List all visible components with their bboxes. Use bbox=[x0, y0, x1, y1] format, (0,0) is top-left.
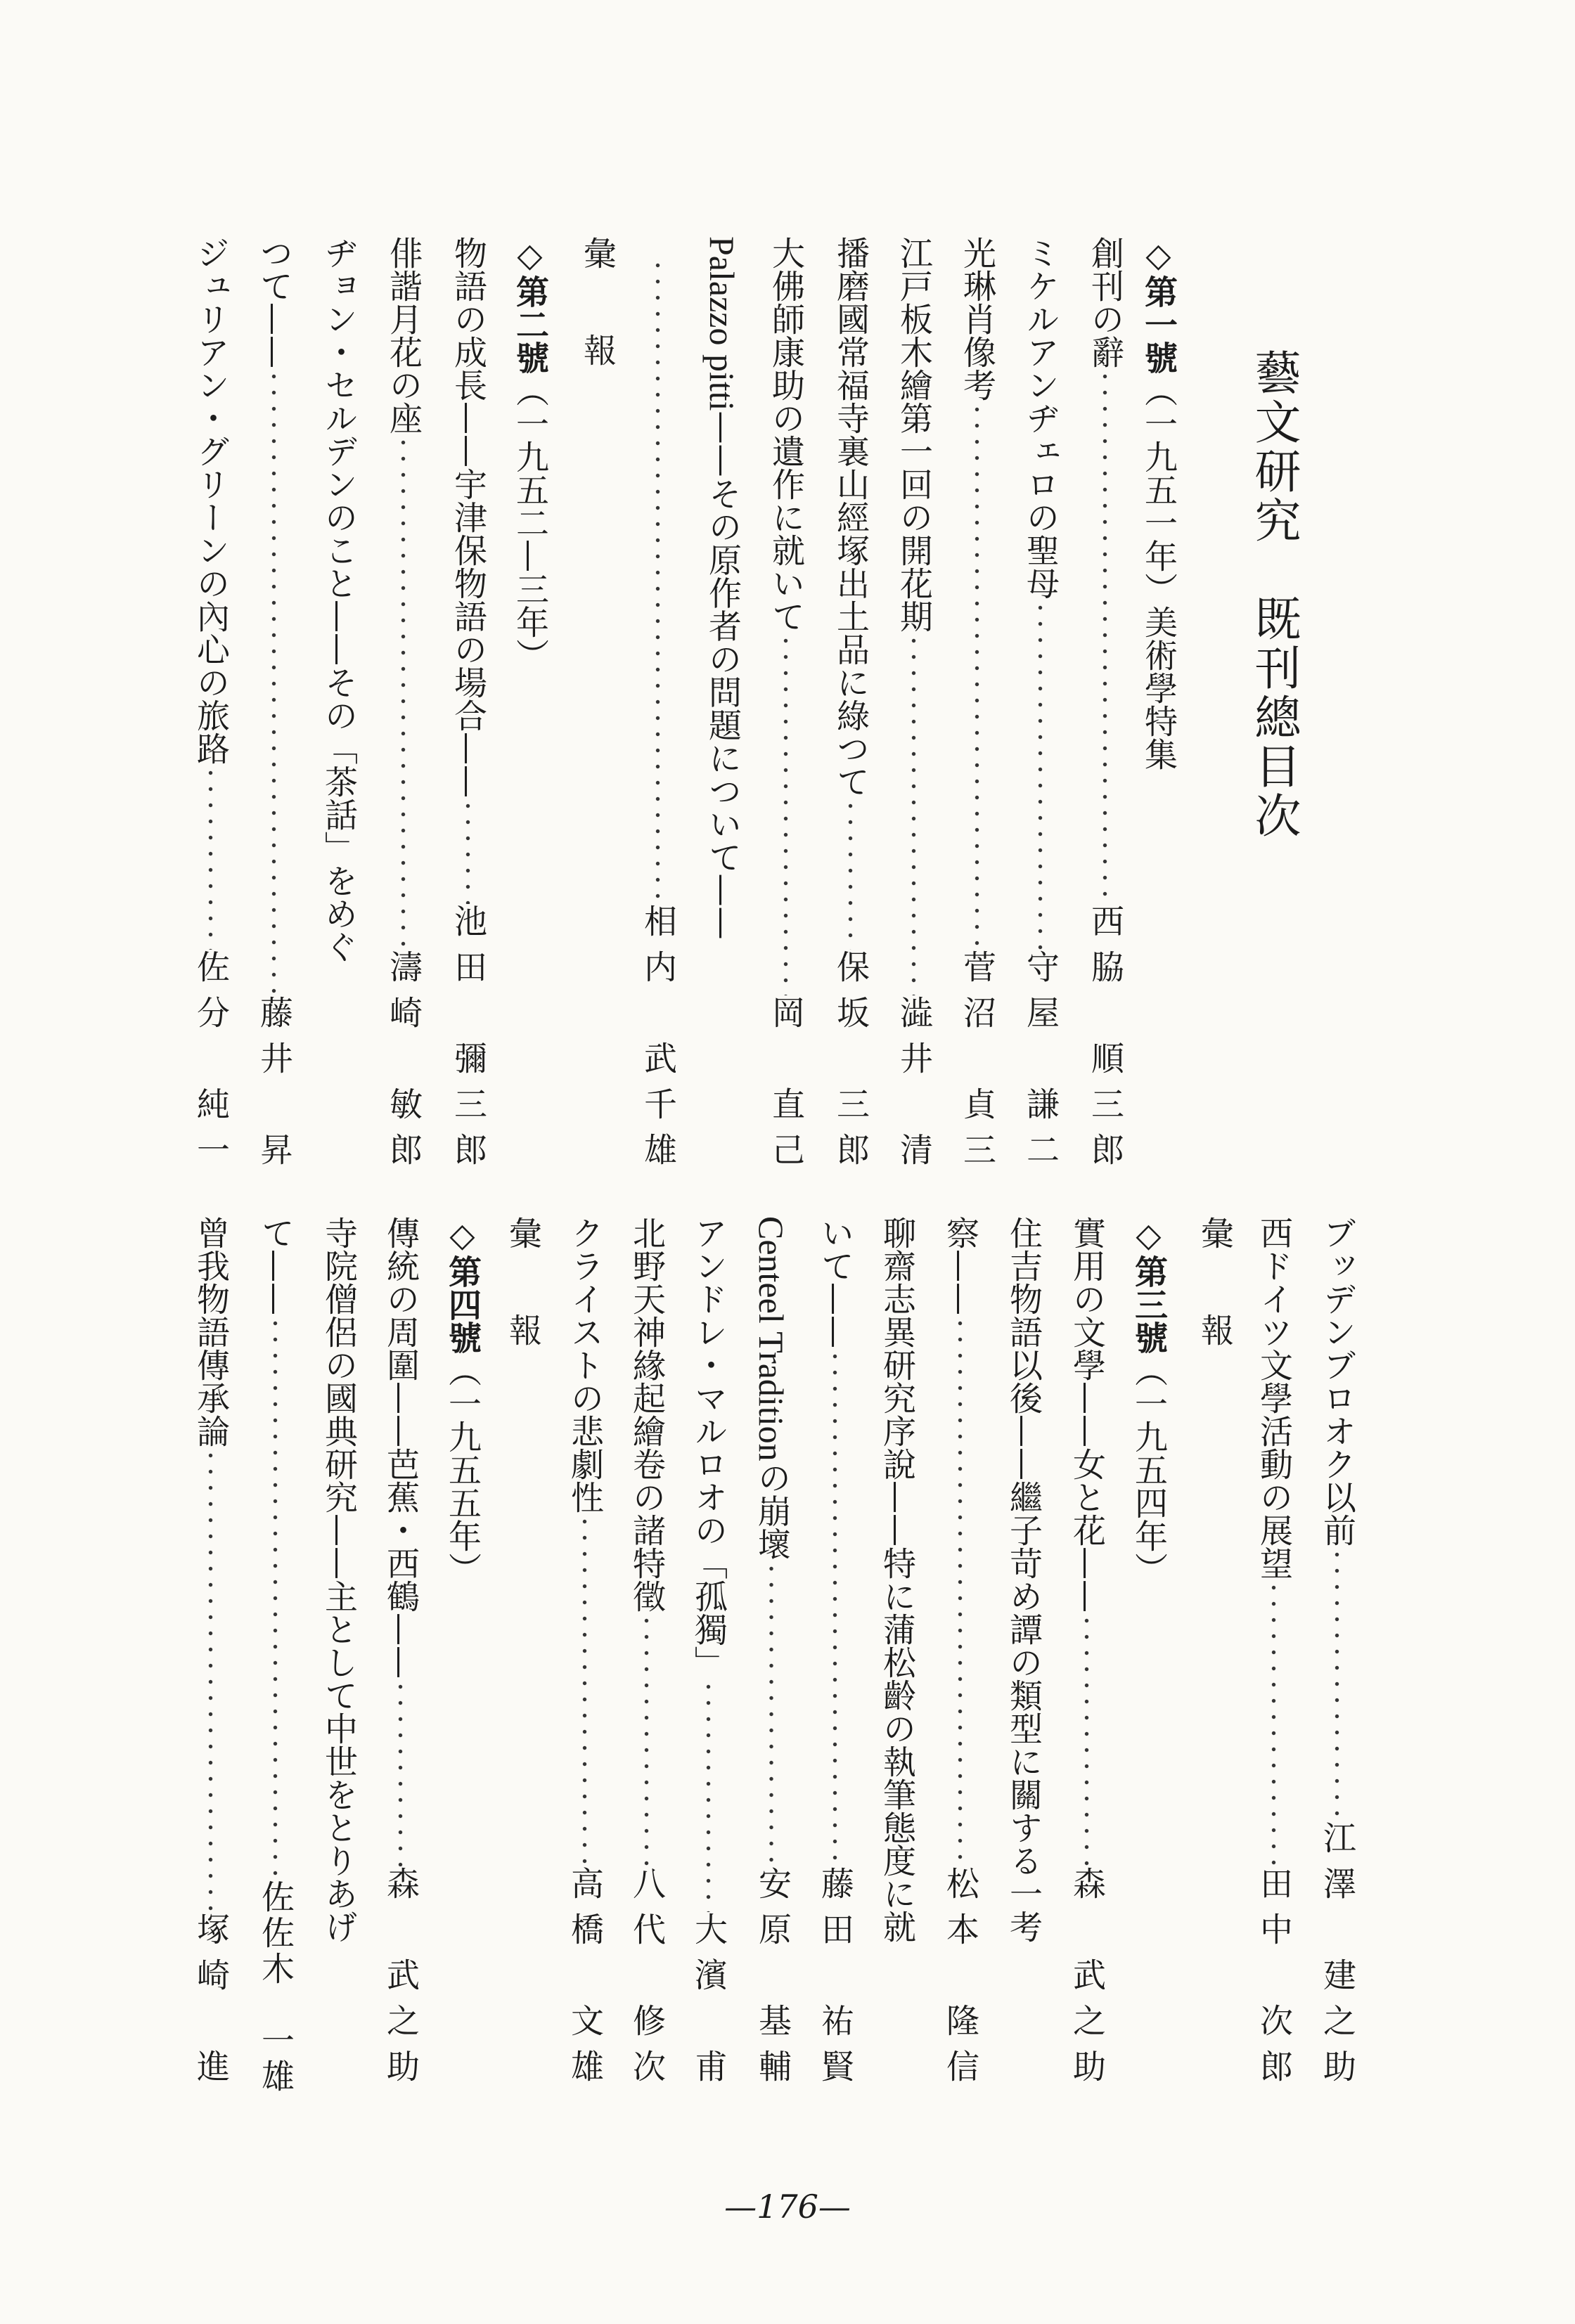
toc-entry bbox=[816, 1216, 854, 2095]
entry-title: 物語の成長——宇津保物語の場合—— bbox=[449, 236, 487, 798]
entry-title: 江戸板木繪第一回の開花期 bbox=[894, 236, 933, 633]
toc-entry bbox=[381, 1216, 420, 2095]
entry-author: 安原 基輔 bbox=[753, 1866, 792, 2095]
toc-entry bbox=[831, 236, 870, 1178]
entry-author: 佐分 純一 bbox=[191, 950, 230, 1178]
entry-author: 守屋 謙二 bbox=[1021, 950, 1060, 1178]
issue2-year: （一九五二—三年） bbox=[510, 374, 549, 671]
entry-title-cont: 察—— bbox=[941, 1216, 979, 1315]
page-number: —176— bbox=[724, 2188, 851, 2226]
leader-dots bbox=[1260, 1580, 1287, 1866]
toc-entry bbox=[256, 1216, 295, 2095]
leader-dots bbox=[197, 1447, 224, 1912]
entry-title-latin: Centeel Tradition bbox=[752, 1216, 791, 1461]
leader-dots bbox=[772, 633, 799, 995]
entry-title: 實用の文學——女と花—— bbox=[1067, 1216, 1106, 1613]
issue1-news: 彙 報 bbox=[578, 236, 617, 382]
entry-title: 光琳肖像考 bbox=[958, 236, 996, 401]
entry-author: 塚崎 進 bbox=[191, 1912, 230, 2095]
entry-title: ミケルアンヂェロの聖母 bbox=[1021, 236, 1060, 600]
entry-title: 聊齋志異研究序說——特に蒲松齡の執筆態度に就 bbox=[878, 1216, 916, 1943]
entry-title: 俳諧月花の座 bbox=[384, 236, 423, 434]
entry-title: 創刊の辭 bbox=[1086, 236, 1124, 368]
issue1-year: （一九五一年）美術學特集 bbox=[1139, 374, 1178, 770]
leader-dots bbox=[946, 1315, 974, 1866]
entry-title: ヂョン・セルデンのこと——その「茶話」をめぐ bbox=[319, 236, 358, 963]
toc-entry bbox=[191, 1216, 230, 2095]
issue2-news: 彙 報 bbox=[1195, 1216, 1234, 1362]
toc-entry bbox=[960, 236, 994, 1178]
leader-dots bbox=[1027, 600, 1054, 950]
leader-dots bbox=[837, 798, 864, 950]
entry-title: 寺院僧侶の國典研究——主として中世をとりあげ bbox=[319, 1216, 358, 1943]
issue1-heading-label: ◇第一號 bbox=[1139, 236, 1178, 374]
leader-dots bbox=[197, 765, 224, 950]
entry-author: 江澤 建之助 bbox=[1318, 1821, 1356, 2095]
leader-dots bbox=[260, 368, 288, 995]
entry-title: 西ドイツ文學活動の展望 bbox=[1254, 1216, 1293, 1580]
entry-title: 大佛師康助の遺作に就いて bbox=[766, 236, 805, 633]
toc-entry bbox=[689, 1216, 728, 2095]
entry-title: 傳統の周圍——芭蕉・西鶴—— bbox=[381, 1216, 420, 1679]
entry-title-cont: いて—— bbox=[816, 1216, 854, 1348]
leader-dots bbox=[262, 1315, 289, 1880]
toc-entry bbox=[1320, 1216, 1354, 2095]
entry-author: 大濱 甫 bbox=[689, 1912, 728, 2095]
entry-author: 藤田 祐賢 bbox=[816, 1866, 854, 2095]
entry-author: 西脇 順三郎 bbox=[1086, 904, 1124, 1178]
palazzo-title bbox=[702, 236, 742, 1009]
toc-entry bbox=[1254, 1216, 1293, 2095]
issue4-year: （一九五五年） bbox=[443, 1354, 482, 1585]
leader-dots bbox=[644, 257, 671, 904]
leader-dots bbox=[1073, 1613, 1100, 1866]
leader-dots bbox=[633, 1613, 660, 1866]
entry-title: 住吉物語以後——繼子苛め譚の類型に關する一考 bbox=[1004, 1216, 1043, 1943]
toc-entry bbox=[1021, 236, 1060, 1178]
entry-author: 濤崎 敏郎 bbox=[384, 950, 423, 1178]
toc-entry bbox=[565, 1216, 604, 2095]
entry-author: 藤井 昇 bbox=[255, 995, 293, 1178]
entry-author: 岡 直己 bbox=[766, 995, 805, 1178]
entry-title: ブッデンブロオク以前 bbox=[1318, 1216, 1356, 1547]
entry-title-cont: つて—— bbox=[255, 236, 293, 368]
entry-author: 保坂 三郎 bbox=[831, 950, 870, 1178]
toc-entry bbox=[191, 236, 230, 1178]
entry-author: 池田 彌三郎 bbox=[449, 904, 487, 1178]
leader-dots bbox=[387, 1679, 414, 1866]
toc-entry bbox=[1067, 1216, 1106, 2095]
entry-title bbox=[754, 1216, 789, 1561]
leader-dots bbox=[390, 434, 417, 950]
toc-entry bbox=[766, 236, 805, 1178]
toc-entry bbox=[384, 236, 423, 1178]
issue4-heading bbox=[443, 1216, 482, 1585]
entry-author: 相内 武千雄 bbox=[638, 904, 677, 1178]
entry-title: 播磨國常福寺裏山經塚出土品に綠つて bbox=[831, 236, 870, 798]
entry-author: 田中 次郎 bbox=[1254, 1866, 1293, 2095]
entry-author: 佐佐木 一雄 bbox=[256, 1880, 295, 2095]
toc-entry bbox=[941, 1216, 979, 2095]
toc-entry bbox=[894, 236, 933, 1178]
toc-entry bbox=[638, 236, 677, 1178]
entry-author: 澁井 清 bbox=[894, 995, 933, 1178]
leader-dots bbox=[757, 1561, 786, 1866]
issue1-heading bbox=[1139, 236, 1178, 770]
leader-dots bbox=[571, 1513, 598, 1866]
entry-author: 菅沼 貞三 bbox=[958, 950, 996, 1178]
issue4-heading-label: ◇第四號 bbox=[443, 1216, 482, 1354]
entry-title-cont: て—— bbox=[256, 1216, 295, 1315]
issue2-heading-label: ◇第二號 bbox=[510, 236, 549, 374]
palazzo-title-rest: ——その原作者の問題について—— bbox=[703, 411, 742, 940]
leader-dots bbox=[900, 633, 927, 995]
entry-title: アンドレ・マルロオの「孤獨」 bbox=[689, 1216, 728, 1679]
toc-entry bbox=[1086, 236, 1124, 1178]
issue3-heading-label: ◇第三號 bbox=[1129, 1216, 1168, 1354]
issue3-year: （一九五四年） bbox=[1129, 1354, 1168, 1585]
leader-dots bbox=[1323, 1547, 1351, 1821]
entry-author: 森 武之助 bbox=[381, 1866, 420, 2095]
toc-entry bbox=[627, 1216, 666, 2095]
leader-dots bbox=[695, 1679, 722, 1912]
entry-author: 八代 修次 bbox=[627, 1866, 666, 2095]
entry-author: 森 武之助 bbox=[1067, 1866, 1106, 2095]
toc-entry bbox=[255, 236, 293, 1178]
toc-entry bbox=[449, 236, 487, 1178]
entry-title: ジュリアン・グリーンの內心の旅路 bbox=[191, 236, 230, 765]
issue3-heading bbox=[1129, 1216, 1168, 1585]
entry-author: 高橋 文雄 bbox=[565, 1866, 604, 2095]
toc-entry bbox=[752, 1216, 792, 2095]
entry-author: 松本 隆信 bbox=[941, 1866, 979, 2095]
leader-dots bbox=[963, 401, 991, 950]
leader-dots bbox=[1091, 368, 1119, 904]
issue3-news: 彙 報 bbox=[503, 1216, 542, 1362]
entry-title: 曾我物語傳承論 bbox=[191, 1216, 230, 1447]
issue2-heading bbox=[510, 236, 549, 672]
page-title: 藝文研究 既刊總目次 bbox=[1247, 349, 1301, 841]
leader-dots bbox=[821, 1348, 849, 1866]
entry-title-rest: の崩壞 bbox=[752, 1461, 791, 1561]
entry-title: 北野天神緣起繪卷の諸特徵 bbox=[627, 1216, 666, 1613]
entry-title: クライストの悲劇性 bbox=[565, 1216, 604, 1513]
palazzo-title-latin: Palazzo pitti bbox=[702, 236, 742, 411]
leader-dots bbox=[454, 798, 482, 904]
